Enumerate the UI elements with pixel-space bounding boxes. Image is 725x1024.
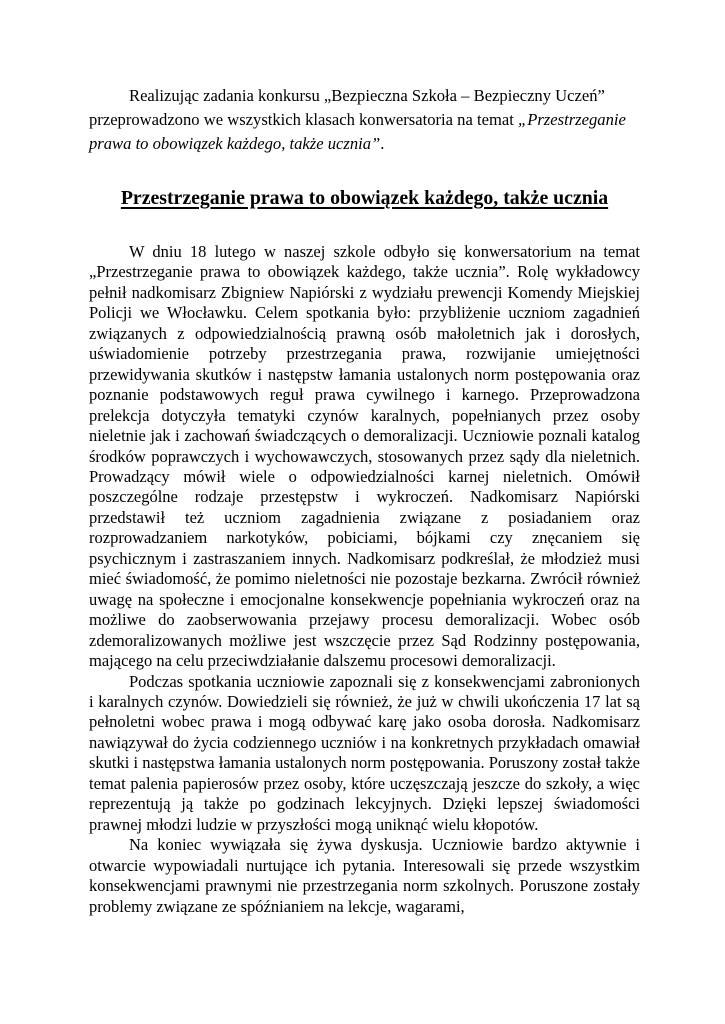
intro-end: .: [380, 134, 385, 153]
document-page: [89, 84, 640, 916]
intro-topic-italic: „Przestrzeganie prawa to obowiązek każdego, także ucznia”: [89, 110, 626, 153]
body-paragraph-1: W dniu 18 lutego w naszej szkole odbyło się konwersatorium na temat „Przestrzeganie prawa to obowiązek każdego, także ucznia”. Rolę wykładowcy pełnił nadkomisarz Zbigniew Napiórski z wydziału prewencji Komendy Miejskiej Policji we Włocławku. Celem spotkania było: przybliżenie uczniom zagadnień związanych z odpowiedzialnością prawną osób małoletnich jak i dorosłych, uświadomienie potrzeby przestrzegania prawa, rozwijanie umiejętności przewidywania skutków i następstw łamania ustalonych norm postępowania oraz poznanie podstawowych reguł prawa cywilnego i karnego. Przeprowadzona prelekcja dotyczyła tematyki czynów karalnych, popełnianych przez osoby nieletnie jak i zachowań świadczących o demoralizacji. Uczniowie poznali katalog środków poprawczych i wychowawczych, stosowanych przez sądy dla nieletnich. Prowadzący mówił wiele o odpowiedzialności karnej nieletnich. Omówił poszczególne rodzaje przestępstw i wykroczeń. Nadkomisarz Napiórski przedstawił też uczniom zagadnienia związane z posiadaniem oraz rozprowadzaniem narkotyków, pobiciami, bójkami czy znęcaniem się psychicznym i zastraszaniem innych. Nadkomisarz podkreślał, że młodzież musi mieć świadomość, że pomimo nieletności nie pozostaje bezkarna. Zwrócił również uwagę na społeczne i emocjonalne konsekwencje popełniania wykroczeń oraz na możliwe do zaobserwowania przejawy procesu demoralizacji. Wobec osób zdemoralizowanych możliwe jest wszczęcie przez Sąd Rodzinny postępowania, mającego na celu przeciwdziałanie dalszemu procesowi demoralizacji.: [89, 242, 640, 671]
body-paragraph-3: Na koniec wywiązała się żywa dyskusja. Uczniowie bardzo aktywnie i otwarcie wypowiadali nurtujące ich pytania. Interesowali się przede wszystkim konsekwencjami prawnymi nie przestrzegania norm szkolnych. Poruszone zostały problemy związane ze spóźnianiem na lekcje, wagarami,: [89, 835, 640, 916]
intro-paragraph: [89, 84, 640, 156]
intro-text: Realizując zadania konkursu „Bezpieczna Szkoła – Bezpieczny Uczeń” przeprowadzono we wszystkich klasach konwersatoria na temat: [89, 86, 605, 129]
article-title: Przestrzeganie prawa to obowiązek każdego, także ucznia: [120, 187, 609, 209]
article-body: [89, 242, 640, 917]
body-paragraph-2: Podczas spotkania uczniowie zapoznali się z konsekwencjami zabronionych i karalnych czynów. Dowiedzieli się również, że już w chwili ukończenia 17 lat są pełnoletni wobec prawa i mogą odbywać karę jako osoba dorosła. Nadkomisarz nawiązywał do życia codziennego uczniów i na konkretnych przykładach omawiał skutki i następstwa łamania ustalonych norm postępowania. Poruszony został także temat palenia papierosów przez osoby, które uczęszczają jeszcze do szkoły, a więc reprezentują ją także po godzinach lekcyjnych. Dzięki lepszej świadomości prawnej młodzi ludzie w przyszłości mogą uniknąć wielu kłopotów.: [89, 671, 640, 834]
